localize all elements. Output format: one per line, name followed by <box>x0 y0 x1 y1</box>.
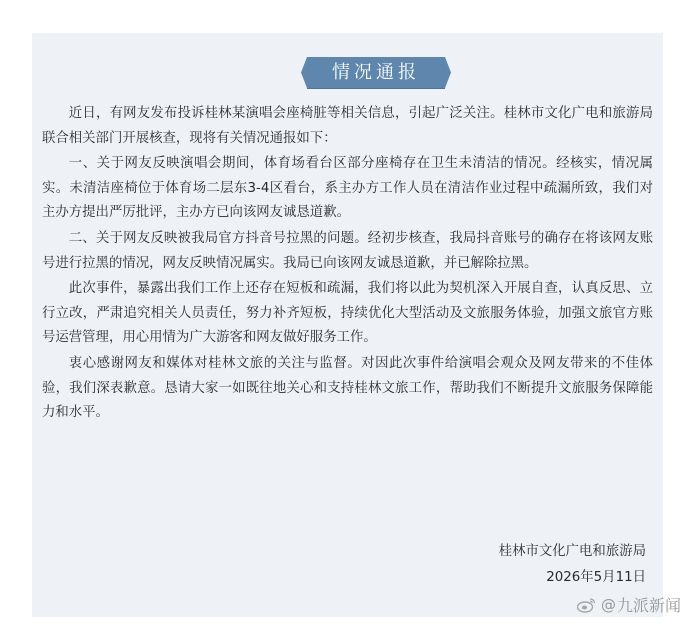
paragraph-item-two: 二、关于网友反映被我局官方抖音号拉黑的问题。经初步核查，我局抖音账号的确存在将该网友账号进行拉黑的情况，网友反映情况属实。我局已向该网友诚恳道歉，并已解除拉黑。 <box>42 230 653 271</box>
paragraph-thanks: 衷心感谢网友和媒体对桂林文旅的关注与监督。对因此次事件给演唱会观众及网友带来的不佳体验，我们深表歉意。恳请大家一如既往地关心和支持桂林文旅工作，帮助我们不断提升文旅服务保障能力和水平。 <box>42 355 653 421</box>
source-watermark <box>577 593 681 616</box>
paragraph-intro: 近日，有网友发布投诉桂林某演唱会座椅脏等相关信息，引起广泛关注。桂林市文化广电和旅游局联合相关部门开展核查，现将有关情况通报如下： <box>42 106 653 146</box>
at-symbol: @ <box>601 595 616 614</box>
watermark-source: 九派新闻 <box>617 596 682 615</box>
weibo-icon <box>577 597 597 613</box>
notice-body <box>42 102 653 427</box>
signature-organization: 桂林市文化广电和旅游局 <box>498 544 646 559</box>
paragraph-item-one: 一、关于网友反映演唱会期间，体育场看台区部分座椅存在卫生未清洁的情况。经核实，情况属实。未清洁座椅位于体育场二层东3-4区看台，系主办方工作人员在清洁作业过程中疏漏所致，我们对主办方提出严厉批评，主办方已向该网友诚恳道歉。 <box>42 156 653 221</box>
notice-title: 情况通报 <box>307 57 445 88</box>
paragraph-reflection: 此次事件，暴露出我们工作上还存在短板和疏漏，我们将以此为契机深入开展自查，认真反思、立行立改，严肃追究相关人员责任，努力补齐短板，持续优化大型活动及文旅服务体验，加强文旅官方账号运营管理，用心用情为广大游客和网友做好服务工作。 <box>42 281 653 346</box>
signature-date: 2026年5月11日 <box>546 570 646 585</box>
